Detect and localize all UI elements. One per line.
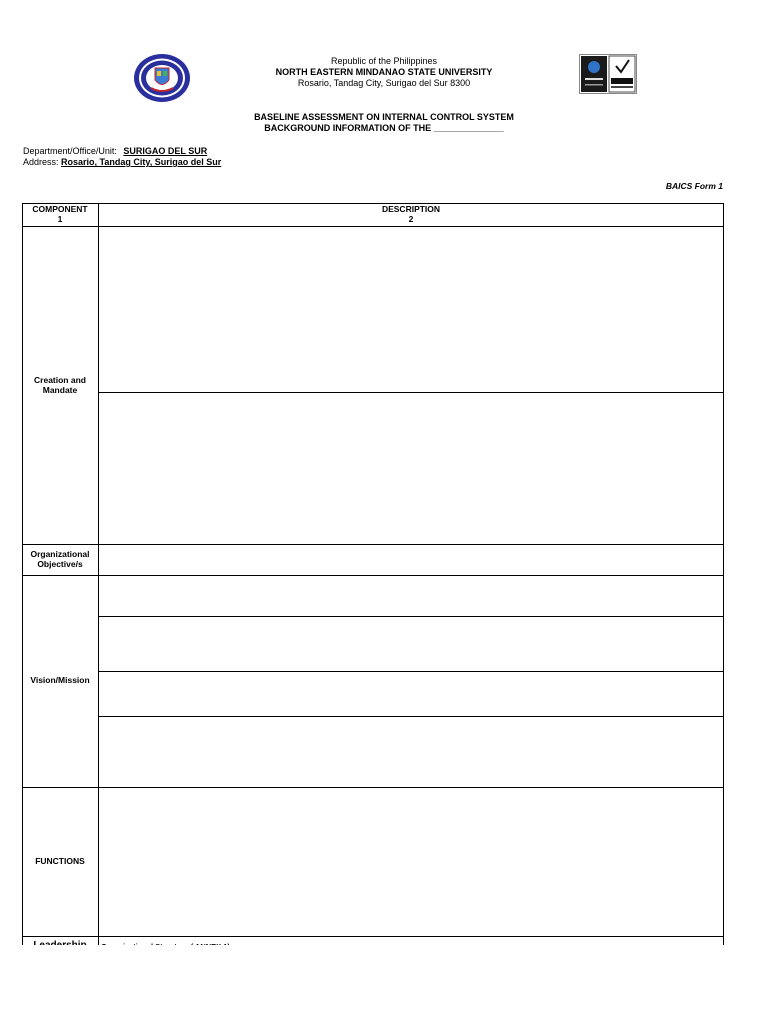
form-title-line2: BACKGROUND INFORMATION OF THE ______________ bbox=[264, 123, 504, 133]
subrow-divider bbox=[98, 392, 724, 393]
department-label: Department/Office/Unit: bbox=[23, 146, 117, 156]
form-title-line1: BASELINE ASSESSMENT ON INTERNAL CONTROL SYSTEM bbox=[254, 112, 514, 122]
subrow-divider bbox=[98, 716, 724, 717]
row-label-vision: Vision/Mission bbox=[30, 675, 90, 685]
subrow-divider bbox=[98, 671, 724, 672]
row-divider bbox=[22, 575, 724, 576]
subrow-divider bbox=[98, 616, 724, 617]
department-line bbox=[23, 146, 207, 157]
component-header bbox=[22, 204, 98, 224]
description-header-number: 2 bbox=[408, 214, 414, 224]
page-bottom-blank bbox=[0, 945, 768, 1024]
row-label-creation: Creation and Mandate bbox=[34, 375, 86, 395]
republic-line: Republic of the Philippines bbox=[330, 56, 438, 66]
row-divider bbox=[22, 787, 724, 788]
row-divider bbox=[22, 544, 724, 545]
row-divider bbox=[22, 936, 724, 937]
component-header-number: 1 bbox=[57, 214, 63, 224]
certification-logos bbox=[579, 54, 637, 94]
header-divider bbox=[22, 226, 724, 227]
university-address: Rosario, Tandag City, Surigao del Sur 8300 bbox=[297, 78, 471, 88]
university-name: NORTH EASTERN MINDANAO STATE UNIVERSITY bbox=[275, 67, 493, 77]
department-value: SURIGAO DEL SUR bbox=[123, 146, 208, 156]
description-header-label: DESCRIPTION bbox=[381, 204, 441, 214]
component-header-label: COMPONENT bbox=[32, 204, 88, 214]
row-label-objectives: Organizational Objective/s bbox=[30, 549, 90, 569]
address-label: Address: bbox=[23, 157, 59, 167]
description-header bbox=[99, 204, 723, 224]
form-number: BAICS Form 1 bbox=[665, 181, 723, 191]
row-label-functions: FUNCTIONS bbox=[35, 856, 85, 866]
address-line bbox=[23, 157, 221, 168]
baseline-table bbox=[22, 203, 724, 946]
address-value: Rosario, Tandag City, Surigao del Sur bbox=[61, 157, 222, 167]
